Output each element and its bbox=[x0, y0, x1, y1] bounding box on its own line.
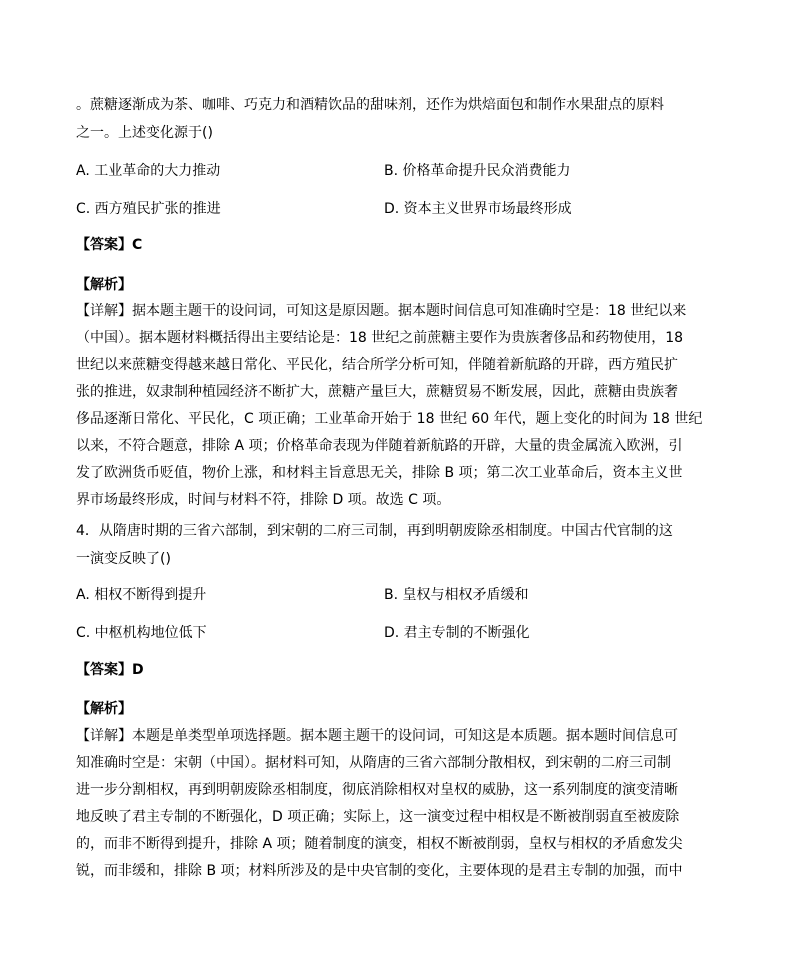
q3-option-c: C. 西方殖民扩张的推进 bbox=[76, 201, 221, 217]
q4-option-b: B. 皇权与相权矛盾缓和 bbox=[384, 587, 529, 603]
q3-analysis-label: 【解析】 bbox=[76, 277, 132, 293]
q3-answer: 【答案】C bbox=[76, 237, 143, 253]
q3-detail-line: 界市场最终形成，时间与材料不符，排除 D 项。故选 C 项。 bbox=[76, 492, 451, 508]
q3-detail-line: 张的推进，奴隶制种植园经济不断扩大，蔗糖产量巨大，蔗糖贸易不断发展，因此，蔗糖由贵族奢 bbox=[76, 384, 678, 400]
q4-analysis-label: 【解析】 bbox=[76, 701, 132, 717]
q4-stem-line: 4．从隋唐时期的三省六部制，到宋朝的二府三司制，再到明朝废除丞相制度。中国古代官制的这 bbox=[76, 523, 673, 539]
q4-option-d: D. 君主专制的不断强化 bbox=[384, 625, 530, 641]
q3-option-b: B. 价格革命提升民众消费能力 bbox=[384, 163, 571, 179]
q3-stem-line: 。蔗糖逐渐成为茶、咖啡、巧克力和酒精饮品的甜味剂，还作为烘焙面包和制作水果甜点的原料 bbox=[76, 97, 664, 113]
q4-detail-line: 进一步分割相权，再到明朝废除丞相制度，彻底消除相权对皇权的威胁，这一系列制度的演变清晰 bbox=[76, 782, 678, 798]
q4-option-c: C. 中枢机构地位低下 bbox=[76, 625, 207, 641]
q4-option-a: A. 相权不断得到提升 bbox=[76, 587, 207, 603]
q3-stem-line: 之一。上述变化源于() bbox=[76, 125, 213, 141]
q3-detail-line: 以来，不符合题意，排除 A 项；价格革命表现为伴随着新航路的开辟，大量的贵金属流入欧洲，引 bbox=[76, 438, 683, 454]
q3-detail-line: 发了欧洲货币贬值，物价上涨，和材料主旨意思无关，排除 B 项；第二次工业革命后，资本主义世 bbox=[76, 465, 683, 481]
q4-detail-line: 【详解】本题是单类型单项选择题。据本题主题干的设问词，可知这是本质题。据本题时间信息可 bbox=[76, 728, 678, 744]
q3-detail-line: 【详解】据本题主题干的设问词，可知这是原因题。据本题时间信息可知准确时空是：18 世纪以来 bbox=[76, 303, 687, 319]
q3-detail-line: 世纪以来蔗糖变得越来越日常化、平民化，结合所学分析可知，伴随着新航路的开辟，西方殖民扩 bbox=[76, 357, 678, 373]
q3-detail-line: 侈品逐渐日常化、平民化，C 项正确；工业革命开始于 18 世纪 60 年代，题上变化的时间为 18 世纪 bbox=[76, 411, 703, 427]
q3-option-a: A. 工业革命的大力推动 bbox=[76, 163, 221, 179]
q4-detail-line: 的，而非不断得到提升，排除 A 项；随着制度的演变，相权不断被削弱，皇权与相权的矛盾愈发尖 bbox=[76, 836, 683, 852]
q4-detail-line: 锐，而非缓和，排除 B 项；材料所涉及的是中央官制的变化，主要体现的是君主专制的加强，而中 bbox=[76, 863, 683, 879]
q4-answer: 【答案】D bbox=[76, 662, 144, 678]
q4-stem-line: 一演变反映了() bbox=[76, 551, 171, 567]
q3-option-d: D. 资本主义世界市场最终形成 bbox=[384, 201, 572, 217]
q3-detail-line: （中国）。据本题材料概括得出主要结论是：18 世纪之前蔗糖主要作为贵族奢侈品和药物使用，18 bbox=[76, 330, 684, 346]
q4-detail-line: 地反映了君主专制的不断强化，D 项正确；实际上，这一演变过程中相权是不断被削弱直至被废除 bbox=[76, 809, 680, 825]
q4-detail-line: 知准确时空是：宋朝（中国）。据材料可知，从隋唐的三省六部制分散相权，到宋朝的二府三司制 bbox=[76, 755, 671, 771]
